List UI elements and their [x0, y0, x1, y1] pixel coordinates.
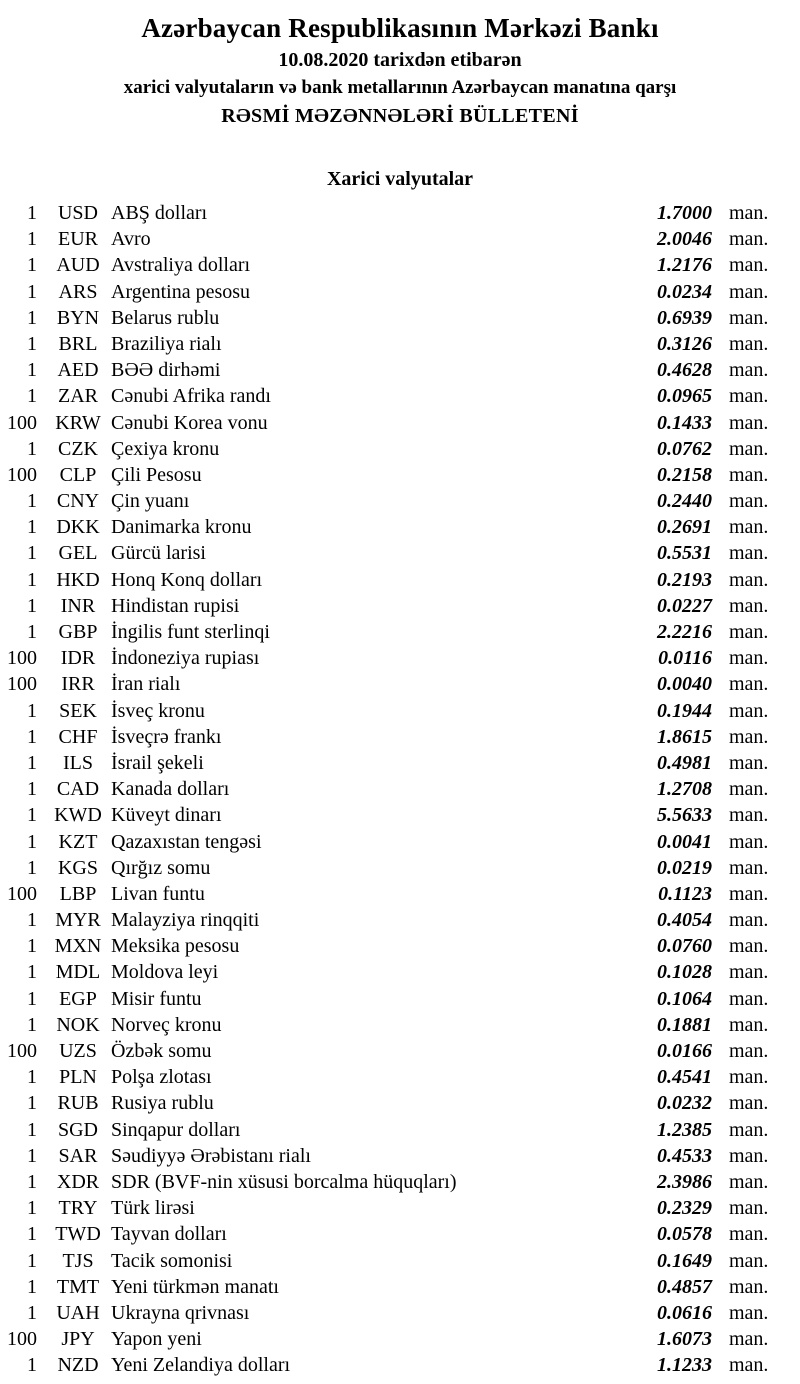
document-header	[0, 0, 800, 130]
currency-row-cad	[0, 776, 800, 802]
quantity-cell: 1	[27, 1223, 37, 1246]
currency-row-try	[0, 1195, 800, 1221]
quantity-cell: 1	[27, 1301, 37, 1324]
rate-value-cell: 0.2691	[657, 516, 712, 539]
unit-label-cell: man.	[729, 1013, 769, 1036]
currency-code-cell: AUD	[56, 254, 100, 277]
rate-value-cell: 0.4533	[657, 1144, 712, 1167]
currency-row-uah	[0, 1300, 800, 1326]
rate-value-cell: 0.0041	[657, 830, 712, 853]
quantity-cell: 1	[27, 385, 37, 408]
currency-code-cell: NOK	[56, 1013, 100, 1036]
currency-code-cell: SAR	[58, 1144, 98, 1167]
unit-label-cell: man.	[729, 1275, 769, 1298]
currency-code-cell: RUB	[57, 1092, 99, 1115]
rate-value-cell: 1.2708	[657, 778, 712, 801]
currency-code-cell: TMT	[56, 1275, 100, 1298]
currency-name-cell: Misir funtu	[111, 987, 202, 1010]
currency-name-cell: Norveç kronu	[111, 1013, 222, 1036]
section-title-foreign-currencies: Xarici valyutalar	[326, 168, 474, 190]
rate-value-cell: 0.0227	[657, 594, 712, 617]
currency-name-cell: Qazaxıstan tengəsi	[111, 830, 262, 853]
currency-name-cell: Danimarka kronu	[111, 516, 252, 539]
currency-name-cell: Çexiya kronu	[111, 437, 220, 460]
rate-value-cell: 0.4628	[657, 359, 712, 382]
quantity-cell: 1	[27, 594, 37, 617]
quantity-cell: 1	[27, 621, 37, 643]
unit-label-cell: man.	[729, 1197, 769, 1220]
rate-value-cell: 0.0760	[657, 935, 712, 958]
currency-row-kwd	[0, 802, 800, 828]
currency-name-cell: İngilis funt sterlinqi	[111, 621, 270, 643]
currency-code-cell: ILS	[63, 751, 93, 774]
currency-row-mxn	[0, 933, 800, 959]
currency-row-lbp	[0, 881, 800, 907]
currency-name-cell: Tayvan dolları	[111, 1223, 227, 1246]
currency-name-cell: Honq Konq dolları	[111, 568, 263, 591]
rate-value-cell: 0.0232	[657, 1092, 712, 1115]
currency-code-cell: INR	[60, 594, 96, 617]
currency-name-cell: Türk lirəsi	[111, 1197, 195, 1220]
unit-label-cell: man.	[729, 1354, 769, 1377]
currency-code-cell: CLP	[59, 463, 97, 486]
currency-code-cell: MXN	[54, 935, 102, 958]
unit-label-cell: man.	[729, 202, 769, 224]
currency-code-cell: PLN	[59, 1066, 97, 1089]
currency-code-cell: UAH	[56, 1301, 100, 1324]
rate-value-cell: 0.2158	[657, 463, 712, 486]
currency-code-cell: BYN	[56, 306, 100, 329]
currency-code-cell: NZD	[57, 1354, 99, 1377]
currency-row-inr	[0, 593, 800, 619]
unit-label-cell: man.	[729, 699, 769, 722]
currency-name-cell: SDR (BVF-nin xüsusi borcalma hüquqları)	[111, 1170, 457, 1193]
currency-row-jpy	[0, 1326, 800, 1352]
rate-value-cell: 0.0578	[657, 1223, 712, 1246]
currency-name-cell: Braziliya rialı	[111, 332, 222, 355]
currency-code-cell: MDL	[55, 961, 101, 984]
quantity-cell: 1	[27, 1118, 37, 1141]
currency-name-cell: Çin yuanı	[111, 490, 190, 513]
currency-name-cell: ABŞ dolları	[111, 202, 208, 224]
currency-code-cell: CNY	[56, 490, 100, 513]
currency-name-cell: Moldova leyi	[111, 961, 219, 984]
currency-name-cell: Avro	[111, 228, 151, 251]
rate-value-cell: 1.2385	[657, 1118, 712, 1141]
quantity-cell: 1	[27, 961, 37, 984]
unit-label-cell: man.	[729, 1223, 769, 1246]
unit-label-cell: man.	[729, 778, 769, 801]
currency-row-mdl	[0, 959, 800, 985]
unit-label-cell: man.	[729, 725, 769, 748]
currency-name-cell: Avstraliya dolları	[111, 254, 251, 277]
currency-row-aed	[0, 357, 800, 383]
rate-value-cell: 0.6939	[657, 306, 712, 329]
currency-name-cell: İsveç kronu	[111, 699, 205, 722]
currency-code-cell: MYR	[55, 909, 101, 932]
currency-row-twd	[0, 1221, 800, 1247]
quantity-cell: 100	[7, 411, 37, 434]
currency-name-cell: Özbək somu	[111, 1040, 212, 1062]
unit-label-cell: man.	[729, 1144, 769, 1167]
rate-value-cell: 0.0762	[657, 437, 712, 460]
currency-row-egp	[0, 986, 800, 1012]
currency-code-cell: XDR	[56, 1170, 100, 1193]
currency-row-xdr	[0, 1169, 800, 1195]
unit-label-cell: man.	[729, 935, 769, 958]
currency-row-gbp	[0, 619, 800, 645]
rate-value-cell: 1.8615	[657, 725, 712, 748]
currency-code-cell: HKD	[56, 568, 100, 591]
quantity-cell: 1	[27, 1354, 37, 1377]
unit-label-cell: man.	[729, 280, 769, 303]
quantity-cell: 1	[27, 332, 37, 355]
unit-label-cell: man.	[729, 1118, 769, 1141]
currency-row-uzs	[0, 1038, 800, 1064]
unit-label-cell: man.	[729, 673, 769, 696]
quantity-cell: 100	[7, 1040, 37, 1062]
unit-label-cell: man.	[729, 1249, 769, 1272]
currency-row-gel	[0, 540, 800, 566]
quantity-cell: 1	[27, 202, 37, 224]
unit-label-cell: man.	[729, 254, 769, 277]
rate-value-cell: 1.1233	[657, 1354, 712, 1377]
subject-line: xarici valyutaların və bank metallarının Azərbaycan manatına qarşı	[123, 77, 677, 98]
unit-label-cell: man.	[729, 411, 769, 434]
currency-name-cell: Qırğız somu	[111, 856, 211, 879]
currency-row-pln	[0, 1064, 800, 1090]
currency-name-cell: Polşa zlotası	[111, 1066, 212, 1089]
quantity-cell: 1	[27, 1275, 37, 1298]
quantity-cell: 1	[27, 359, 37, 382]
currency-name-cell: İsrail şekeli	[111, 751, 204, 774]
currency-name-cell: Sinqapur dolları	[111, 1118, 241, 1141]
quantity-cell: 1	[27, 751, 37, 774]
rate-value-cell: 0.2193	[657, 568, 712, 591]
rate-value-cell: 0.0234	[657, 280, 712, 303]
currency-row-brl	[0, 331, 800, 357]
currency-name-cell: Hindistan rupisi	[111, 594, 240, 617]
currency-row-czk	[0, 436, 800, 462]
quantity-cell: 1	[27, 935, 37, 958]
rate-value-cell: 0.1881	[657, 1013, 712, 1036]
unit-label-cell: man.	[729, 1170, 769, 1193]
quantity-cell: 1	[27, 1144, 37, 1167]
quantity-cell: 1	[27, 280, 37, 303]
currency-row-rub	[0, 1090, 800, 1116]
quantity-cell: 1	[27, 778, 37, 801]
unit-label-cell: man.	[729, 516, 769, 539]
currency-name-cell: Meksika pesosu	[111, 935, 240, 958]
rate-value-cell: 0.1944	[657, 699, 712, 722]
unit-label-cell: man.	[729, 463, 769, 486]
unit-label-cell: man.	[729, 594, 769, 617]
rate-value-cell: 0.4981	[657, 751, 712, 774]
rate-value-cell: 0.0616	[657, 1301, 712, 1324]
currency-code-cell: UZS	[59, 1040, 97, 1062]
unit-label-cell: man.	[729, 751, 769, 774]
quantity-cell: 1	[27, 856, 37, 879]
currency-row-zar	[0, 383, 800, 409]
currency-name-cell: Rusiya rublu	[111, 1092, 214, 1115]
currency-name-cell: Səudiyyə Ərəbistanı rialı	[111, 1144, 311, 1167]
currency-row-dkk	[0, 514, 800, 540]
quantity-cell: 100	[7, 882, 37, 905]
currency-code-cell: TJS	[62, 1249, 94, 1272]
rate-value-cell: 2.2216	[657, 621, 712, 643]
quantity-cell: 1	[27, 306, 37, 329]
currency-name-cell: Çili Pesosu	[111, 463, 202, 486]
currency-code-cell: DKK	[56, 516, 100, 539]
rate-value-cell: 0.3126	[657, 332, 712, 355]
currency-name-cell: Argentina pesosu	[111, 280, 251, 303]
quantity-cell: 100	[7, 463, 37, 486]
currency-row-kgs	[0, 855, 800, 881]
bank-name-title: Azərbaycan Respublikasının Mərkəzi Bankı	[141, 13, 659, 43]
rate-value-cell: 2.0046	[657, 228, 712, 251]
rate-value-cell: 0.0166	[657, 1040, 712, 1062]
currency-name-cell: Ukrayna qrivnası	[111, 1301, 250, 1324]
unit-label-cell: man.	[729, 856, 769, 879]
unit-label-cell: man.	[729, 1066, 769, 1089]
effective-date-line: 10.08.2020 tarixdən etibarən	[278, 49, 522, 71]
unit-label-cell: man.	[729, 621, 769, 643]
quantity-cell: 1	[27, 254, 37, 277]
currency-code-cell: EUR	[58, 228, 98, 251]
currency-row-chf	[0, 724, 800, 750]
unit-label-cell: man.	[729, 804, 769, 827]
quantity-cell: 1	[27, 1066, 37, 1089]
currency-row-sgd	[0, 1117, 800, 1143]
currency-name-cell: Yapon yeni	[111, 1328, 202, 1351]
quantity-cell: 1	[27, 909, 37, 932]
quantity-cell: 1	[27, 568, 37, 591]
currency-name-cell: Küveyt dinarı	[111, 804, 222, 827]
currency-row-sar	[0, 1143, 800, 1169]
rate-value-cell: 0.1064	[657, 987, 712, 1010]
currency-code-cell: BRL	[58, 332, 98, 355]
quantity-cell: 1	[27, 1013, 37, 1036]
currency-name-cell: Cənubi Afrika randı	[111, 385, 271, 408]
quantity-cell: 1	[27, 1249, 37, 1272]
quantity-cell: 1	[27, 1197, 37, 1220]
currency-name-cell: Gürcü larisi	[111, 542, 206, 565]
unit-label-cell: man.	[729, 647, 769, 670]
currency-code-cell: IRR	[61, 673, 95, 696]
currency-row-krw	[0, 410, 800, 436]
currency-name-cell: Yeni Zelandiya dolları	[111, 1354, 291, 1377]
currency-code-cell: SGD	[57, 1118, 98, 1141]
currency-name-cell: Belarus rublu	[111, 306, 220, 329]
currency-row-kzt	[0, 829, 800, 855]
quantity-cell: 1	[27, 830, 37, 853]
currency-code-cell: GEL	[58, 542, 98, 565]
currency-row-tjs	[0, 1248, 800, 1274]
currency-row-sek	[0, 698, 800, 724]
quantity-cell: 1	[27, 437, 37, 460]
currency-row-irr	[0, 671, 800, 697]
unit-label-cell: man.	[729, 490, 769, 513]
unit-label-cell: man.	[729, 987, 769, 1010]
rate-value-cell: 0.0116	[658, 647, 712, 670]
unit-label-cell: man.	[729, 830, 769, 853]
currency-code-cell: SEK	[59, 699, 97, 722]
rate-value-cell: 0.1433	[657, 411, 712, 434]
currency-name-cell: BƏƏ dirhəmi	[111, 359, 221, 382]
currency-row-usd	[0, 200, 800, 226]
rate-value-cell: 0.1123	[658, 882, 712, 905]
rate-value-cell: 0.4541	[657, 1066, 712, 1089]
rate-value-cell: 1.2176	[657, 254, 712, 277]
rate-value-cell: 0.1649	[657, 1249, 712, 1272]
currency-name-cell: Livan funtu	[111, 882, 205, 905]
quantity-cell: 1	[27, 699, 37, 722]
rate-value-cell: 1.6073	[657, 1328, 712, 1351]
currency-code-cell: KGS	[57, 856, 98, 879]
unit-label-cell: man.	[729, 306, 769, 329]
quantity-cell: 1	[27, 1092, 37, 1115]
rate-value-cell: 0.2440	[657, 490, 712, 513]
rate-value-cell: 0.2329	[657, 1197, 712, 1220]
unit-label-cell: man.	[729, 1301, 769, 1324]
rate-value-cell: 0.5531	[657, 542, 712, 565]
currency-code-cell: CZK	[58, 437, 98, 460]
currency-row-tmt	[0, 1274, 800, 1300]
unit-label-cell: man.	[729, 228, 769, 251]
currency-row-eur	[0, 226, 800, 252]
currency-row-nok	[0, 1012, 800, 1038]
currency-row-myr	[0, 907, 800, 933]
currency-code-cell: LBP	[59, 882, 97, 905]
unit-label-cell: man.	[729, 385, 769, 408]
unit-label-cell: man.	[729, 961, 769, 984]
currency-code-cell: CAD	[56, 778, 100, 801]
currency-code-cell: ZAR	[58, 385, 98, 408]
unit-label-cell: man.	[729, 909, 769, 932]
currency-row-ils	[0, 750, 800, 776]
unit-label-cell: man.	[729, 1328, 769, 1351]
currency-code-cell: KRW	[55, 411, 101, 434]
unit-label-cell: man.	[729, 882, 769, 905]
bulletin-title: RƏSMİ MƏZƏNNƏLƏRİ BÜLLETENİ	[221, 105, 579, 127]
currency-code-cell: TRY	[58, 1197, 98, 1220]
currency-rates-table	[0, 200, 800, 1378]
currency-code-cell: USD	[57, 202, 98, 224]
currency-name-cell: Tacik somonisi	[111, 1249, 233, 1272]
currency-name-cell: İsveçrə frankı	[111, 725, 222, 748]
quantity-cell: 1	[27, 516, 37, 539]
rate-value-cell: 5.5633	[657, 804, 712, 827]
currency-name-cell: İran rialı	[111, 673, 181, 696]
currency-name-cell: İndoneziya rupiası	[111, 647, 260, 670]
rate-value-cell: 0.0965	[657, 385, 712, 408]
quantity-cell: 1	[27, 725, 37, 748]
quantity-cell: 1	[27, 1170, 37, 1193]
quantity-cell: 1	[27, 987, 37, 1010]
currency-name-cell: Yeni türkmən manatı	[111, 1275, 279, 1298]
currency-code-cell: KWD	[54, 804, 102, 827]
unit-label-cell: man.	[729, 1092, 769, 1115]
currency-code-cell: IDR	[60, 647, 96, 670]
quantity-cell: 1	[27, 490, 37, 513]
unit-label-cell: man.	[729, 542, 769, 565]
quantity-cell: 100	[7, 1328, 37, 1351]
currency-code-cell: GBP	[58, 621, 98, 643]
currency-row-nzd	[0, 1352, 800, 1378]
currency-name-cell: Malayziya rinqqiti	[111, 909, 260, 932]
currency-row-idr	[0, 645, 800, 671]
unit-label-cell: man.	[729, 568, 769, 591]
quantity-cell: 1	[27, 228, 37, 251]
rate-value-cell: 1.7000	[657, 202, 712, 224]
currency-code-cell: TWD	[55, 1223, 101, 1246]
unit-label-cell: man.	[729, 1040, 769, 1062]
rate-value-cell: 0.4857	[657, 1275, 712, 1298]
currency-name-cell: Cənubi Korea vonu	[111, 411, 268, 434]
currency-code-cell: EGP	[59, 987, 97, 1010]
currency-code-cell: ARS	[58, 280, 98, 303]
quantity-cell: 1	[27, 804, 37, 827]
quantity-cell: 1	[27, 542, 37, 565]
rate-value-cell: 0.0219	[657, 856, 712, 879]
currency-code-cell: JPY	[61, 1328, 95, 1351]
rate-value-cell: 2.3986	[657, 1170, 712, 1193]
rate-value-cell: 0.4054	[657, 909, 712, 932]
currency-code-cell: CHF	[58, 725, 98, 748]
currency-name-cell: Kanada dolları	[111, 778, 230, 801]
currency-row-cny	[0, 488, 800, 514]
rate-value-cell: 0.0040	[657, 673, 712, 696]
quantity-cell: 100	[7, 673, 37, 696]
currency-row-hkd	[0, 567, 800, 593]
currency-row-byn	[0, 305, 800, 331]
currency-row-clp	[0, 462, 800, 488]
unit-label-cell: man.	[729, 359, 769, 382]
quantity-cell: 100	[7, 647, 37, 670]
rate-value-cell: 0.1028	[657, 961, 712, 984]
currency-row-ars	[0, 279, 800, 305]
unit-label-cell: man.	[729, 437, 769, 460]
currency-row-aud	[0, 252, 800, 278]
currency-code-cell: KZT	[58, 830, 98, 853]
unit-label-cell: man.	[729, 332, 769, 355]
currency-code-cell: AED	[57, 359, 99, 382]
